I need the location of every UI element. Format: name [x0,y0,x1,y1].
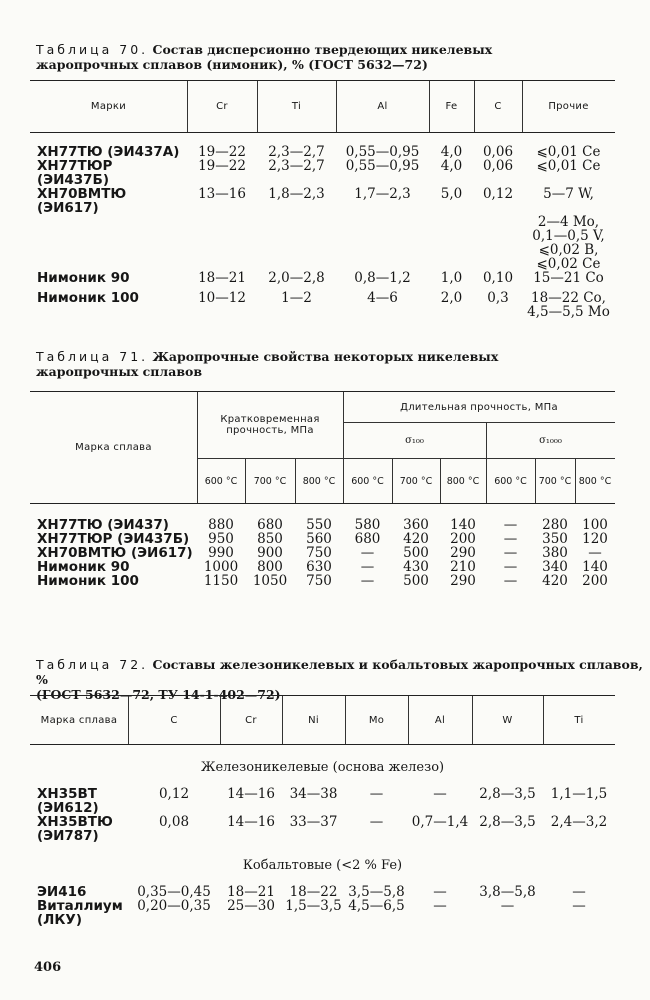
strength-value: 580 [354,517,381,533]
col-header-c: C [170,714,178,726]
c-value [128,913,220,927]
strength-value: 1050 [252,573,288,589]
mo-value: 3,5—5,8 [348,884,405,900]
alloy-name: ХН77ТЮ (ЭИ437) [37,517,169,533]
col-header-sigma-100: σ₁₀₀ [405,435,424,446]
table-71-title-line2: жаропрочных сплавов [36,364,203,379]
ti-value [543,801,615,815]
ti-value: — [572,898,586,914]
al-value [408,829,472,843]
strength-value: — [503,531,518,547]
cr-value: 14—16 [227,814,275,830]
col-header-sigma-1000: σ₁₀₀₀ [539,435,562,446]
c-value: 0,35—0,45 [137,884,211,900]
col-header-short-strength: Кратковременная прочность, МПа [220,414,320,436]
temperature-header: 600 °C [351,475,384,487]
col-header-mark: Марка сплава [75,442,152,453]
ni-value [282,801,345,815]
strength-value: 380 [542,545,568,561]
strength-value: 1150 [203,573,239,589]
al-value: 0,55—0,95 [345,144,420,160]
table-row [37,291,615,305]
cr-value [187,229,257,243]
c-value [128,829,220,843]
strength-value: 290 [450,573,476,589]
other-value: 0,1—0,5 V, [532,228,605,244]
c-value [474,305,522,319]
cr-value: 19—22 [198,158,246,174]
table-row [37,787,615,801]
cr-value [187,243,257,257]
alloy-name: ХН35ВТЮ [37,814,113,830]
temperature-header: 600 °C [204,475,238,487]
table-71-title: Жаропрочные свойства некоторых никелевых [152,349,499,364]
c-value: 0,06 [482,158,514,174]
table-70-title-line2: жаропрочных сплавов (нимоник), % (ГОСТ 5632—72) [36,57,428,72]
strength-value: 120 [582,531,608,547]
alloy-name: ХН35ВТ [37,786,97,802]
c-value [474,257,522,271]
table-row [37,243,615,257]
al-value [336,229,429,243]
alloy-name: Нимоник 100 [37,290,139,306]
ti-value [257,257,336,271]
ni-value [282,829,345,843]
fe-value [429,257,474,271]
table-72-title: Составы железоникелевых и кобальтовых жаропрочных сплавов, % [36,657,643,687]
strength-value: 750 [306,573,332,589]
cr-value: 13—16 [198,186,246,202]
table-row [37,187,615,215]
table-row [37,532,615,546]
al-value [336,257,429,271]
table-row [37,829,615,843]
alloy-name [37,305,187,319]
al-value: 0,8—1,2 [354,270,411,286]
ni-value: 18—22 [289,884,338,900]
strength-value: 350 [542,531,568,547]
strength-value: 850 [257,531,283,547]
table-row [37,229,615,243]
strength-value: — [503,517,518,533]
alloy-name: ХН77ТЮР (ЭИ437Б) [37,158,113,188]
alloy-name: ХН70ВМТЮ (ЭИ617) [37,545,193,561]
strength-value: 360 [403,517,429,533]
fe-value [429,215,474,229]
table-row [37,801,615,815]
col-header-mark: Марка сплава [40,714,118,726]
mo-value [345,829,408,843]
w-value [472,829,543,843]
w-value: 2,8—3,5 [479,814,536,830]
strength-value: 800 [257,559,283,575]
al-value [336,215,429,229]
strength-value: 630 [306,559,332,575]
strength-value: 100 [582,517,608,533]
alloy-name [37,215,187,229]
fe-value: 5,0 [440,186,463,202]
alloy-name: ЭИ416 [37,884,87,900]
ni-value [282,913,345,927]
al-value: 0,55—0,95 [345,158,420,174]
cr-value: 19—22 [198,144,246,160]
fe-value [429,243,474,257]
ti-value: 2,4—3,2 [550,814,608,830]
ti-value [257,229,336,243]
al-value: 1,7—2,3 [354,186,411,202]
cr-value [187,257,257,271]
col-header-fe: Fe [445,101,458,112]
strength-value: 200 [582,573,608,589]
col-header-al: Al [434,714,446,726]
strength-value: 280 [542,517,568,533]
col-header-long-strength: Длительная прочность, МПа [400,401,558,413]
table-71-label: Таблица 71. [36,349,149,364]
ti-value: 1,1—1,5 [550,786,608,802]
al-value [336,305,429,319]
table-70-label: Таблица 70. [36,42,149,57]
table-row [37,215,615,229]
c-value: 0,12 [482,186,514,202]
ti-value [257,215,336,229]
c-value [474,243,522,257]
table-row [37,257,615,271]
mo-value: — [369,786,384,802]
strength-value: 560 [306,531,332,547]
fe-value: 1,0 [440,270,463,286]
col-header-cr: Cr [245,714,257,726]
table-row [37,145,615,159]
mo-value [345,913,408,927]
strength-value: — [360,559,375,575]
w-value: 2,8—3,5 [479,786,536,802]
ti-value: 2,0—2,8 [268,270,325,286]
other-value: ⩽0,01 Ce [536,158,601,174]
c-value [474,215,522,229]
col-header-c: C [494,101,502,112]
table-70-body [37,145,615,319]
ti-value [543,829,615,843]
other-value: 4,5—5,5 Mo [527,304,610,320]
col-header-ni: Ni [308,714,319,726]
cr-value [220,913,282,927]
c-value: 0,08 [158,814,190,830]
cr-value [220,801,282,815]
strength-value: 880 [208,517,234,533]
col-header-ti: Ti [574,714,584,726]
table-row [37,271,615,291]
strength-value: 990 [208,545,234,561]
ti-value [257,305,336,319]
table-71-caption [36,349,498,379]
strength-value: 680 [354,531,381,547]
strength-value: 420 [403,531,429,547]
table-row [37,518,615,532]
al-value: — [433,884,447,900]
strength-value: — [503,545,518,561]
mo-value: 4,5—6,5 [348,898,405,914]
table-70-header-rule [30,132,615,133]
table-72-body-cobalt [37,885,615,927]
alloy-name: ХН70ВМТЮ (ЭИ617) [37,186,127,216]
other-value: ⩽0,02 B, [538,242,599,258]
ti-value: 2,3—2,7 [268,144,325,160]
col-header-mark: Марки [90,101,127,112]
other-value: 2—4 Mo, [537,214,600,230]
strength-value: 500 [403,573,429,589]
ni-value: 33—37 [289,814,338,830]
table-row [37,815,615,829]
al-value: 0,7—1,4 [411,814,469,830]
cr-value [187,305,257,319]
ti-value: — [572,884,586,900]
temperature-header: 800 °C [302,475,336,487]
ti-value: 1,8—2,3 [268,186,325,202]
strength-value: — [360,573,375,589]
table-72-header-rule [30,744,615,745]
col-header-mo: Mo [368,714,385,726]
temperature-header: 700 °C [399,475,433,487]
c-value: 0,12 [158,786,190,802]
w-value [472,801,543,815]
table-70-header [30,81,615,132]
strength-value: 900 [257,545,283,561]
strength-value: 140 [582,559,608,575]
alloy-name: (ЭИ612) [37,800,99,816]
alloy-name [37,257,187,271]
table-row [37,305,615,319]
col-header-al: Al [377,101,388,112]
other-value: ⩽0,02 Ce [536,256,601,272]
other-value: 18—22 Co, [531,290,606,306]
cr-value [187,215,257,229]
table-71-header-rule [30,503,615,504]
table-row [37,560,615,574]
table-72-title-line2: (ГОСТ 5632—72, ТУ 14-1-402—72) [36,687,281,702]
al-value: 4—6 [367,290,398,306]
al-value [408,801,472,815]
table-row [37,913,615,927]
al-value: — [433,898,447,914]
cr-value: 10—12 [198,290,246,306]
strength-value: 750 [306,545,332,561]
other-value: 15—21 Co [533,270,604,286]
table-row [37,159,615,187]
table-row [37,574,615,588]
table-71-body [37,518,615,588]
table-70-caption [36,42,492,72]
fe-value: 4,0 [440,144,463,160]
mo-value [345,801,408,815]
fe-value: 2,0 [440,290,463,306]
table-72-header [30,696,615,744]
alloy-name [37,243,187,257]
c-value: 0,06 [482,144,514,160]
ti-value [543,913,615,927]
strength-value: — [360,545,375,561]
strength-value: 950 [208,531,234,547]
cr-value: 18—21 [198,270,246,286]
strength-value: 430 [403,559,429,575]
c-value [128,801,220,815]
table-70-title: Состав дисперсионно твердеющих никелевых [152,42,493,57]
alloy-name [37,229,187,243]
strength-value: 680 [257,517,283,533]
strength-value: 500 [403,545,429,561]
al-value [408,913,472,927]
w-value [472,913,543,927]
cr-value [220,829,282,843]
w-value: — [500,898,515,914]
col-header-cr: Cr [216,101,228,112]
temperature-header: 700 °C [253,475,287,487]
other-value: 5—7 W, [543,186,594,202]
col-header-other: Прочие [548,101,589,112]
col-header-w: W [502,714,513,726]
c-value: 0,20—0,35 [137,898,211,914]
col-header-ti: Ti [291,101,302,112]
page-number: 406 [34,960,62,975]
strength-value: 290 [450,545,476,561]
al-value [336,243,429,257]
strength-value: 340 [542,559,568,575]
table-72-body-iron-nickel [37,787,615,843]
ni-value: 1,5—3,5 [285,898,342,914]
cr-value: 18—21 [227,884,275,900]
section-heading-iron-nickel: Железоникелевые (основа железо) [200,760,445,775]
fe-value: 4,0 [440,158,463,174]
alloy-name: ХН77ТЮ (ЭИ437А) [37,144,180,160]
ti-value: 1—2 [281,290,312,306]
alloy-name: (ЛКУ) [37,912,82,928]
c-value [474,229,522,243]
cr-value: 14—16 [227,786,275,802]
table-row [37,546,615,560]
table-row [37,899,615,913]
strength-value: — [588,545,602,561]
strength-value: — [503,559,518,575]
c-value: 0,10 [482,270,514,286]
alloy-name: Нимоник 90 [37,270,130,286]
temperature-header: 800 °C [578,475,612,487]
table-72-label: Таблица 72. [36,657,149,672]
alloy-name: (ЭИ787) [37,828,99,844]
ti-value: 2,3—2,7 [268,158,325,174]
other-value: ⩽0,01 Ce [536,144,601,160]
ni-value: 34—38 [289,786,338,802]
fe-value [429,229,474,243]
alloy-name: Виталлиум [37,898,123,914]
strength-value: 210 [450,559,476,575]
section-heading-cobalt: Кобальтовые (<2 % Fe) [242,858,403,873]
cr-value: 25—30 [227,898,275,914]
temperature-header: 800 °C [446,475,480,487]
alloy-name: ХН77ТЮР (ЭИ437Б) [37,531,190,547]
ti-value [257,243,336,257]
table-row [37,885,615,899]
temperature-header: 700 °C [538,475,572,487]
strength-value: 1000 [203,559,239,575]
w-value: 3,8—5,8 [479,884,536,900]
strength-value: — [503,573,518,589]
fe-value [429,305,474,319]
temperature-header: 600 °C [494,475,527,487]
strength-value: 550 [306,517,332,533]
alloy-name: Нимоник 90 [37,559,130,575]
mo-value: — [369,814,384,830]
strength-value: 140 [450,517,476,533]
strength-value: 420 [542,573,568,589]
c-value: 0,3 [487,290,509,306]
alloy-name: Нимоник 100 [37,573,139,589]
strength-value: 200 [450,531,476,547]
al-value: — [433,786,447,802]
